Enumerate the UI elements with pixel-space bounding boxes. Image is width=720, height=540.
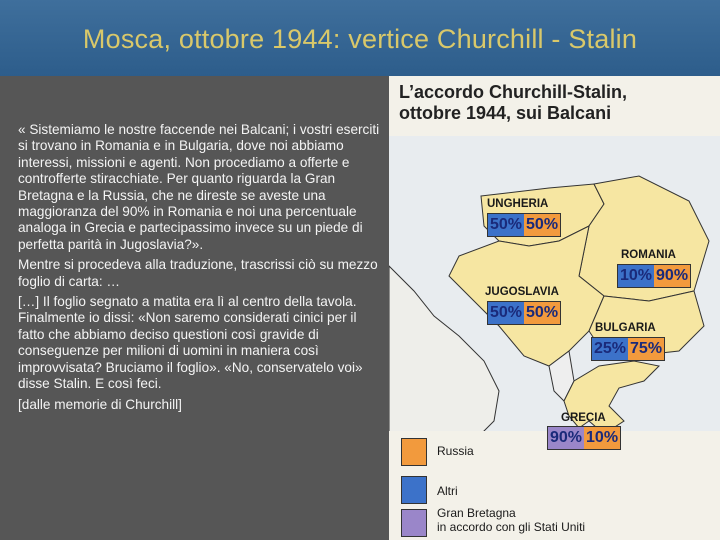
label-romania: ROMANIA bbox=[621, 249, 676, 261]
paragraph-4: [dalle memorie di Churchill] bbox=[18, 396, 182, 412]
legend-label-gb-line-2: in accordo con gli Stati Uniti bbox=[437, 520, 586, 534]
legend-label-russia: Russia bbox=[437, 444, 474, 458]
map-title-line-1: L’accordo Churchill-Stalin, bbox=[399, 82, 628, 102]
paragraph-2: Mentre si procedeva alla traduzione, trascrissi ciò su mezzo foglio di carta: … bbox=[18, 257, 378, 289]
pct-romania-altri: 10% bbox=[618, 265, 654, 287]
legend-label-gb-line-1: Gran Bretagna bbox=[437, 506, 516, 520]
slide-title: Mosca, ottobre 1944: vertice Churchill - Stalin bbox=[82, 24, 638, 54]
pct-grecia-russia: 10% bbox=[584, 427, 620, 449]
label-ungheria: UNGHERIA bbox=[487, 198, 549, 210]
pct-bulgaria bbox=[591, 337, 665, 361]
pct-ungheria-russia: 50% bbox=[524, 214, 560, 236]
label-jugoslavia: JUGOSLAVIA bbox=[485, 286, 559, 298]
balkans-map bbox=[389, 76, 720, 540]
legend-label-altri: Altri bbox=[437, 484, 458, 498]
map-title bbox=[399, 82, 719, 124]
pct-romania bbox=[617, 264, 691, 288]
pct-jugoslavia-altri: 50% bbox=[488, 302, 524, 324]
pct-romania-russia: 90% bbox=[654, 265, 690, 287]
pct-bulgaria-russia: 75% bbox=[628, 338, 664, 360]
pct-grecia-gb: 90% bbox=[548, 427, 584, 449]
pct-ungheria bbox=[487, 213, 561, 237]
legend-swatch-russia bbox=[401, 438, 427, 466]
pct-grecia bbox=[547, 426, 621, 450]
map-title-line-2: ottobre 1944, sui Balcani bbox=[399, 103, 612, 123]
title-bar bbox=[0, 0, 720, 76]
legend-swatch-altri bbox=[401, 476, 427, 504]
pct-bulgaria-altri: 25% bbox=[592, 338, 628, 360]
label-bulgaria: BULGARIA bbox=[595, 322, 656, 334]
pct-jugoslavia bbox=[487, 301, 561, 325]
paragraph-3: […] Il foglio segnato a matita era lì al centro della tavola. Finalmente io dissi: «Non saremo considerati cinici per il fatto che abbiamo deciso questioni così gravide di conseguenze per milioni di uomini in maniera così improvvisata? Bruciamo il foglio». «No, conservatelo voi» disse Stalin. E così feci. bbox=[18, 294, 363, 392]
pct-ungheria-altri: 50% bbox=[488, 214, 524, 236]
legend-label-gb bbox=[437, 506, 585, 534]
label-grecia: GRECIA bbox=[561, 412, 606, 424]
legend-swatch-gb bbox=[401, 509, 427, 537]
pct-jugoslavia-russia: 50% bbox=[524, 302, 560, 324]
quote-text bbox=[18, 122, 380, 417]
paragraph-1: « Sistemiamo le nostre faccende nei Balcani; i vostri eserciti si trovano in Romania e in Bulgaria, dove noi abbiamo interessi, missioni e agenti. Non procediamo a offerte e controfferte stiracchiate. Per quanto riguarda la Gran Bretagna e la Russia, che ne direste se aveste una maggioranza del 90% in Romania e noi una percentuale analoga in Grecia e partecipassimo invece su un piede di perfetta parità in Jugoslavia?». bbox=[18, 122, 380, 252]
